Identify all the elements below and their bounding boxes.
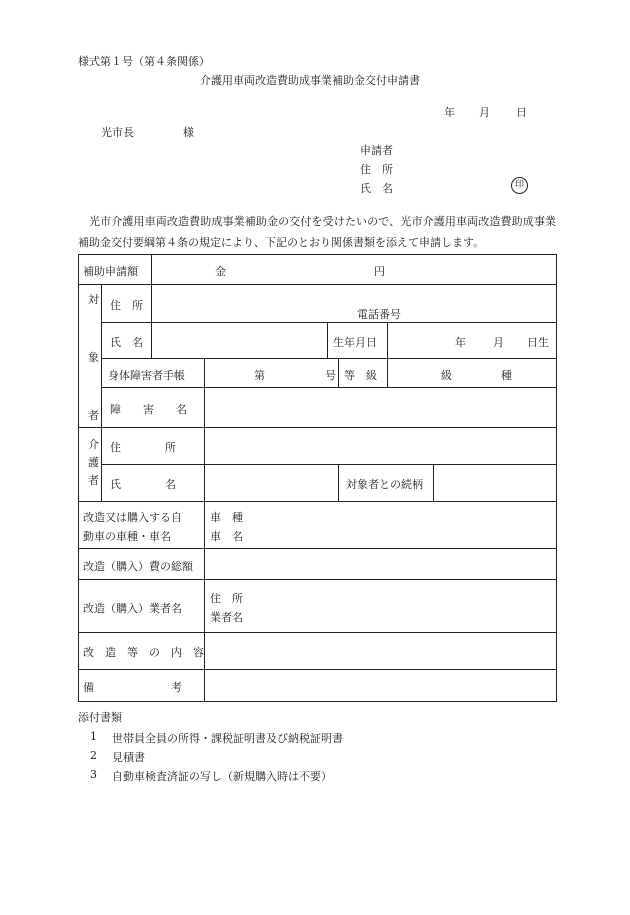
applicant-name-label: 氏 名 <box>360 182 393 195</box>
subject-group-char-3: 者 <box>88 409 99 422</box>
birth-month: 月 <box>493 336 504 349</box>
vendor-label: 改造（購入）業者名 <box>83 602 182 615</box>
applicant-address-label: 住 所 <box>360 163 393 176</box>
attachment-num-3: 3 <box>90 768 97 781</box>
date-month: 月 <box>479 106 490 119</box>
caregiver-group-char-3: 者 <box>88 474 99 487</box>
type-unit: 種 <box>501 369 512 382</box>
handbook-number-unit: 号 <box>325 369 336 382</box>
handbook-label: 身体障害者手帳 <box>108 369 185 382</box>
vendor-name-label: 業者名 <box>210 611 243 624</box>
date-year: 年 <box>444 106 455 119</box>
caregiver-group-char-2: 護 <box>88 456 99 469</box>
vendor-address-label: 住 所 <box>210 592 243 605</box>
amount-label: 補助申請額 <box>83 265 138 278</box>
amount-unit: 円 <box>374 265 385 278</box>
subject-group-char-1: 対 <box>88 293 99 306</box>
phone-label: 電話番号 <box>357 308 401 321</box>
subject-address-label: 住 所 <box>110 299 143 312</box>
subject-group-char-2: 象 <box>88 351 99 364</box>
vehicle-label-line2: 動車の車種・車名 <box>83 530 171 543</box>
caregiver-group-char-1: 介 <box>88 438 99 451</box>
attachment-item-3: 自動車検査済証の写し（新規購入時は不要） <box>112 770 332 783</box>
grade-unit: 級 <box>441 369 452 382</box>
disability-label: 障 害 名 <box>110 403 187 416</box>
relation-label: 対象者との続柄 <box>346 478 423 491</box>
total-cost-label: 改造（購入）費の総額 <box>83 560 193 573</box>
caregiver-name-label: 氏 名 <box>110 478 176 491</box>
addressee-name: 光市長 <box>101 126 134 139</box>
attachment-item-2: 見積書 <box>112 751 145 764</box>
attachment-num-1: 1 <box>90 730 97 743</box>
attachment-num-2: 2 <box>90 749 97 762</box>
form-number: 様式第１号（第４条関係） <box>78 55 210 68</box>
birth-day: 日生 <box>527 336 549 349</box>
date-day: 日 <box>516 106 527 119</box>
attachments-title: 添付書類 <box>78 711 122 724</box>
handbook-number-prefix: 第 <box>254 369 265 382</box>
vehicle-label-line1: 改造又は購入する自 <box>83 511 182 524</box>
seal-mark: 印 <box>511 177 528 194</box>
vehicle-type-label: 車 種 <box>210 511 243 524</box>
form-title: 介護用車両改造費助成事業補助金交付申請書 <box>200 74 420 87</box>
addressee-honorific: 様 <box>183 126 194 139</box>
birth-year: 年 <box>455 336 466 349</box>
subject-name-label: 氏 名 <box>110 336 143 349</box>
caregiver-address-label: 住 所 <box>110 441 176 454</box>
modification-label: 改 造 等 の 内 容 <box>83 646 204 659</box>
birthdate-label: 生年月日 <box>333 336 377 349</box>
attachment-item-1: 世帯員全員の所得・課税証明書及び納税証明書 <box>112 732 343 745</box>
application-statement: 光市介護用車両改造費助成事業補助金の交付を受けたいので、光市介護用車両改造費助成事業補助金交付要綱第４条の規定により、下記のとおり関係書類を添えて申請します。 <box>78 215 556 249</box>
remarks-label: 備 考 <box>83 681 182 694</box>
grade-label: 等 級 <box>344 369 377 382</box>
amount-prefix: 金 <box>215 265 226 278</box>
applicant-label: 申請者 <box>360 144 393 157</box>
vehicle-name-label: 車 名 <box>210 530 243 543</box>
